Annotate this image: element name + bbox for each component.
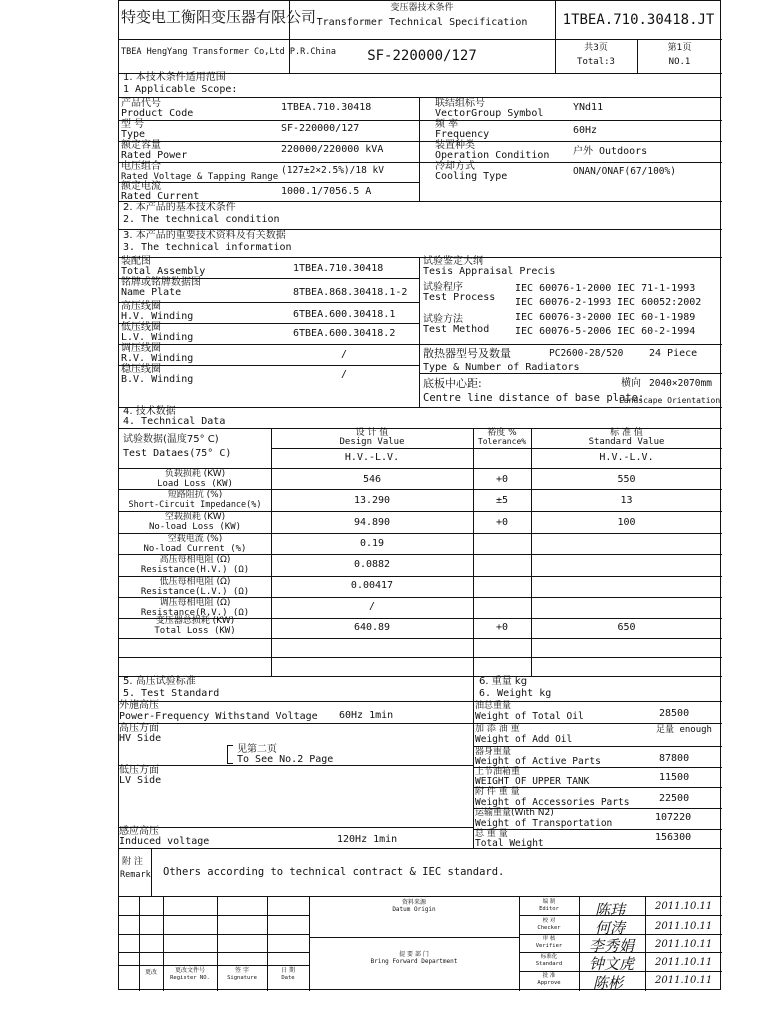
design-value: 0.00417 [350,580,394,591]
row-label-cn: 负载损耗 (KW) [164,469,226,479]
standard-value: 650 [617,622,636,633]
tolerance-value: ±5 [495,495,509,506]
verifier-date: 2011.10.11 [655,939,713,950]
divider [645,896,646,991]
see-page-en: To See No.2 Page [237,754,334,765]
bv-winding-label-cn: 稳压线圈 [121,364,161,375]
divider [119,915,309,916]
power-frequency-label-en: Power-Frequency Withstand Voltage [119,711,318,722]
base-distance-value: 2040×2070mm [649,378,712,389]
tolerance-header-cn: 裕度 % [487,428,517,438]
design-value: / [368,601,376,612]
operation-value: 户外 Outdoors [573,146,648,157]
row-label-cn: 低压每相电阻 (Ω) [159,577,231,587]
role-label-cn: 校 对 [542,918,556,924]
divider [119,323,419,324]
bring-forward-cn: 提 要 部 门 [399,951,429,958]
remark-text: Others according to technical contract & IEC standard. [163,866,505,878]
row-label-en: Resistance(R.V.) (Ω) [140,608,250,618]
section6-title-en: 6. Weight kg [479,688,552,699]
weight-label-cn: 器身重量 [475,747,512,757]
rated-current-label-cn: 额定电流 [121,181,161,192]
weight-label-cn: 加 添 油 重 [475,724,520,734]
checker-signature: 何涛 [595,919,626,937]
name-plate-label-cn: 铭牌或铭牌数据图 [121,277,201,288]
row-label-en: No-load Loss (KW) [148,522,242,532]
company-name-cn: 特变电工衡阳变压器有限公司 [121,8,317,26]
weight-value: 11500 [659,772,690,783]
standard-code: IEC 60-1-1989 [617,312,696,323]
induced-voltage-value: 120Hz 1min [337,834,398,845]
total-assembly-label-cn: 装配图 [121,256,151,267]
power-frequency-label-cn: 外施高压 [119,700,159,711]
divider [119,257,722,258]
divider [119,182,419,183]
role-label-cn: 编 制 [542,899,556,905]
vector-group-label-en: VectorGroup Symbol [435,108,544,119]
weight-label-cn: 上节油箱重 [475,767,521,777]
divider [473,829,722,830]
base-orientation-en: Landscape Orientation [619,396,721,405]
divider [119,365,419,366]
radiators-label-en: Type & Number of Radiators [423,362,580,373]
tolerance-value: +0 [495,622,509,633]
role-label-cn: 审 核 [542,936,556,942]
divider [309,937,519,938]
standard-code: IEC 60076-2-1993 [515,297,612,308]
divider [139,896,140,991]
divider [119,827,473,828]
standard-value: 100 [617,517,636,528]
weight-label-en: Weight of Active Parts [475,756,601,767]
row-label-en: Load Loss (KW) [157,479,233,489]
standard-value: 13 [620,495,633,506]
row-label-en: Resistance(H.V.) (Ω) [140,565,250,575]
vector-group-label-cn: 联结组标号 [435,98,485,109]
tolerance-value: +0 [495,474,509,485]
section3-title-cn: 3. 本产品的重要技术资料及有关数据 [123,230,286,241]
weight-label-en: Total Weight [475,838,544,849]
radiators-count: 24 Piece [649,348,698,359]
rv-winding-label-en: R.V. Winding [121,353,194,364]
row-label-en: No-load Current (%) [143,544,247,554]
divider [419,344,722,345]
weight-value: 156300 [655,832,692,843]
tolerance-value: +0 [495,517,509,528]
row-label-cn: 空载电流 (%) [167,534,223,544]
section1-title-cn: 1. 本技术条件适用范围 [123,72,226,83]
name-plate-label-en: Name Plate [121,287,182,298]
divider [419,373,722,374]
hv-winding-label-en: H.V. Winding [121,311,194,322]
hv-side-label-en: HV Side [119,733,162,744]
divider [119,120,419,121]
divider [119,965,309,966]
rated-power-label-en: Rated Power [121,150,188,161]
doc-title-cn: 变压器技术条件 [390,3,454,13]
bracket [227,763,233,764]
standard-code: IEC 60076-1-2000 [515,283,612,294]
rated-power-value: 220000/220000 kVA [281,144,384,155]
divider [419,257,420,407]
section2-title-cn: 2. 本产品的基本技术条件 [123,202,236,213]
section4-title-cn: 4. 技术数据 [123,406,176,417]
test-data-label-en: Test Dataes(75° C) [123,448,232,459]
standard-code: IEC 60076-5-2006 [515,326,612,337]
divider [119,657,722,658]
section3-title-en: 3. The technical information [123,242,292,253]
design-value: 0.19 [359,538,385,549]
see-page-cn: 见第二页 [237,744,277,755]
divider [151,848,152,896]
appraisal-label-en: Tesis Appraisal Precis [423,266,556,277]
test-process-label-en: Test Process [423,292,496,303]
total-pages-cn: 共3页 [584,43,608,53]
model-number: SF-220000/127 [367,48,477,64]
type-label-en: Type [121,129,146,140]
divider [119,723,473,724]
radiators-model: PC2600-28/520 [549,348,624,359]
weight-label-en: Weight of Add Oil [475,734,573,745]
remark-label-cn: 附 注 [122,857,143,867]
total-pages-en: Total:3 [577,57,615,67]
design-value: 0.0882 [353,559,391,570]
product-code-label-en: Product Code [121,108,194,119]
design-value: 94.890 [353,517,391,528]
design-value: 13.290 [353,495,391,506]
rated-voltage-label-cn: 电压组合 [121,161,161,172]
rv-winding-label-cn: 调压线圈 [121,343,161,354]
hv-winding-value: 6TBEA.600.30418.1 [293,309,396,320]
weight-label-en: Weight of Accessories Parts [475,797,630,808]
test-method-label-cn: 试验方法 [423,314,463,325]
total-assembly-label-en: Total Assembly [121,266,206,277]
editor-signature: 陈玮 [595,901,626,919]
section1-title-en: 1 Applicable Scope: [123,84,238,95]
rated-current-label-en: Rated Current [121,191,200,202]
tolerance-header-en: Tolerance% [477,437,527,446]
company-name-en: TBEA HengYang Transformer Co,Ltd P.R.China [121,47,336,57]
type-label-cn: 型 号 [121,119,145,130]
cooling-value: ONAN/ONAF(67/100%) [573,166,676,177]
test-process-label-cn: 试验程序 [423,282,463,293]
role-label-en: Editor [539,906,559,912]
design-header-en: Design Value [339,437,405,447]
verifier-signature: 李秀娟 [589,937,635,955]
base-distance-label-cn: 底板中心距: [423,377,482,390]
base-orientation-cn: 横向 [621,378,641,389]
standard-header-cn: 标 准 值 [610,428,643,438]
row-label-cn: 高压每相电阻 (Ω) [159,555,231,565]
type-value: SF-220000/127 [281,123,360,134]
weight-label-cn: 总 重 量 [475,829,508,839]
section5-title-cn: 5. 高压试验标准 [123,676,196,687]
signature-header-cn: 签 字 [235,967,249,974]
power-frequency-value: 60Hz 1min [339,710,394,721]
divider [119,952,309,953]
induced-voltage-label-cn: 感应高压 [119,826,159,837]
standard-subheader: H.V.-L.V. [599,452,654,463]
operation-label-cn: 装置种类 [435,140,475,151]
induced-voltage-label-en: Induced voltage [119,836,210,847]
rated-voltage-label-en: Rated Voltage & Tapping Range [121,172,279,182]
standard-code: IEC 71-1-1993 [617,283,696,294]
marks-header: 更改 [144,969,157,976]
role-label-en: Checker [537,925,561,931]
weight-value: 足量 enough [656,725,712,735]
lv-winding-label-en: L.V. Winding [121,332,194,343]
test-data-label-cn: 试验数据(温度75° C) [123,434,219,445]
weight-value: 87800 [659,753,690,764]
datum-origin-cn: 资料来源 [401,899,426,906]
operation-label-en: Operation Condition [435,150,550,161]
role-label-cn: 标准化 [540,954,558,960]
radiators-label-cn: 散热器型号及数量 [423,347,511,360]
row-label-en: Short-Circuit Impedance(%) [128,500,262,510]
spec-sheet [118,0,721,990]
bracket [227,745,228,763]
weight-label-en: Weight of Transportation [475,818,613,829]
weight-label-cn: 运输重量(With N2) [475,808,554,818]
divider [119,344,419,345]
divider [119,39,289,40]
divider [119,765,473,766]
editor-date: 2011.10.11 [655,901,713,912]
standard-code: IEC 60052:2002 [617,297,702,308]
cooling-label-en: Cooling Type [435,171,508,182]
divider [119,97,722,98]
divider [119,162,419,163]
row-label-cn: 调压每相电阻 (Ω) [159,598,231,608]
divider [289,39,722,40]
weight-label-cn: 附 件 重 量 [475,787,520,797]
bv-winding-value: / [341,369,348,380]
bring-forward-en: Bring Forward Department [370,958,458,965]
doc-number: 1TBEA.710.30418.JT [562,12,715,28]
row-label-en: Total Loss (KW) [154,626,236,636]
standard-signature: 钟文虎 [589,955,635,973]
lv-side-label-cn: 低压方面 [119,765,159,776]
standard-code: IEC 60076-3-2000 [515,312,612,323]
vector-group-value: YNd11 [573,102,604,113]
row-label-cn: 变压器总损耗 (KW) [155,616,235,626]
role-label-en: Standard [535,961,563,967]
bv-winding-label-en: B.V. Winding [121,374,194,385]
divider [119,896,722,897]
design-subheader: H.V.-L.V. [344,452,400,463]
role-label-cn: 批 准 [542,973,556,979]
weight-label-cn: 油总重量 [475,701,512,711]
page-number-en: NO.1 [668,57,691,67]
divider [579,896,580,991]
rated-voltage-value: (127±2×2.5%)/18 kV [281,165,384,176]
divider [119,141,419,142]
standard-date: 2011.10.11 [655,957,713,968]
date-header-cn: 日 期 [281,967,295,974]
weight-label-en: WEIGHT OF UPPER TANK [475,776,590,787]
approver-signature: 陈彬 [593,974,624,992]
lv-winding-value: 6TBEA.600.30418.2 [293,328,396,339]
lv-winding-label-cn: 低压线圈 [121,322,161,333]
checker-date: 2011.10.11 [655,921,713,932]
divider [119,638,722,639]
weight-value: 28500 [659,708,690,719]
approver-date: 2011.10.11 [655,975,713,986]
role-label-en: Verifier [535,943,563,949]
lv-side-label-en: LV Side [119,775,162,786]
frequency-label-en: Frequency [435,129,490,140]
page-number-cn: 第1页 [667,43,692,53]
total-assembly-value: 1TBEA.710.30418 [293,263,384,274]
design-value: 546 [362,474,382,485]
role-label-en: Approve [537,980,561,986]
remark-label-en: Remark [120,870,151,880]
weight-value: 22500 [659,793,690,804]
row-label-cn: 短路阻抗 (%) [167,490,223,500]
hv-winding-label-cn: 高压线圈 [121,301,161,312]
rated-current-value: 1000.1/7056.5 A [281,186,372,197]
divider [119,407,722,408]
name-plate-value: 8TBEA.868.30418.1-2 [293,287,408,298]
test-method-label-en: Test Method [423,324,490,335]
hv-side-label-cn: 高压方面 [119,723,159,734]
section5-title-en: 5. Test Standard [123,688,220,699]
divider [119,676,722,677]
standard-code: IEC 60-2-1994 [617,326,696,337]
divider [119,934,309,935]
doc-title-en: Transformer Technical Specification [316,17,528,28]
section4-title-en: 4. Technical Data [123,416,226,427]
cooling-label-cn: 冷却方式 [435,161,475,172]
design-header-cn: 设 计 值 [355,428,389,438]
section2-title-en: 2. The technical condition [123,214,280,225]
frequency-value: 60Hz [573,125,598,136]
divider [419,120,722,121]
row-label-cn: 空载损耗 (KW) [164,512,226,522]
rv-winding-value: / [341,349,348,360]
divider [419,97,420,201]
divider [119,701,722,702]
date-header-en: Date [281,975,295,981]
bracket [227,745,233,746]
standard-value: 550 [617,474,636,485]
base-distance-label-en: Centre line distance of base plate: [423,392,645,404]
section6-title-cn: 6. 重量 kg [479,676,528,687]
product-code-value: 1TBEA.710.30418 [281,102,372,113]
standard-header-en: Standard Value [588,437,665,447]
product-code-label-cn: 产品代号 [121,98,161,109]
register-header-en: Register NO. [170,975,210,981]
weight-label-en: Weight of Total Oil [475,711,584,722]
datum-origin-en: Datum Origin [392,906,436,913]
divider [119,848,722,849]
rated-power-label-cn: 额定容量 [121,140,161,151]
frequency-label-cn: 频 率 [435,119,459,130]
appraisal-label-cn: 试验鉴定大纲 [423,256,483,267]
divider [271,448,722,449]
divider [119,302,419,303]
row-label-en: Resistance(L.V.) (Ω) [140,587,250,597]
signature-header-en: Signature [227,975,257,981]
weight-value: 107220 [655,812,692,823]
register-header-cn: 更改文件号 [174,967,205,974]
design-value: 640.89 [353,622,391,633]
